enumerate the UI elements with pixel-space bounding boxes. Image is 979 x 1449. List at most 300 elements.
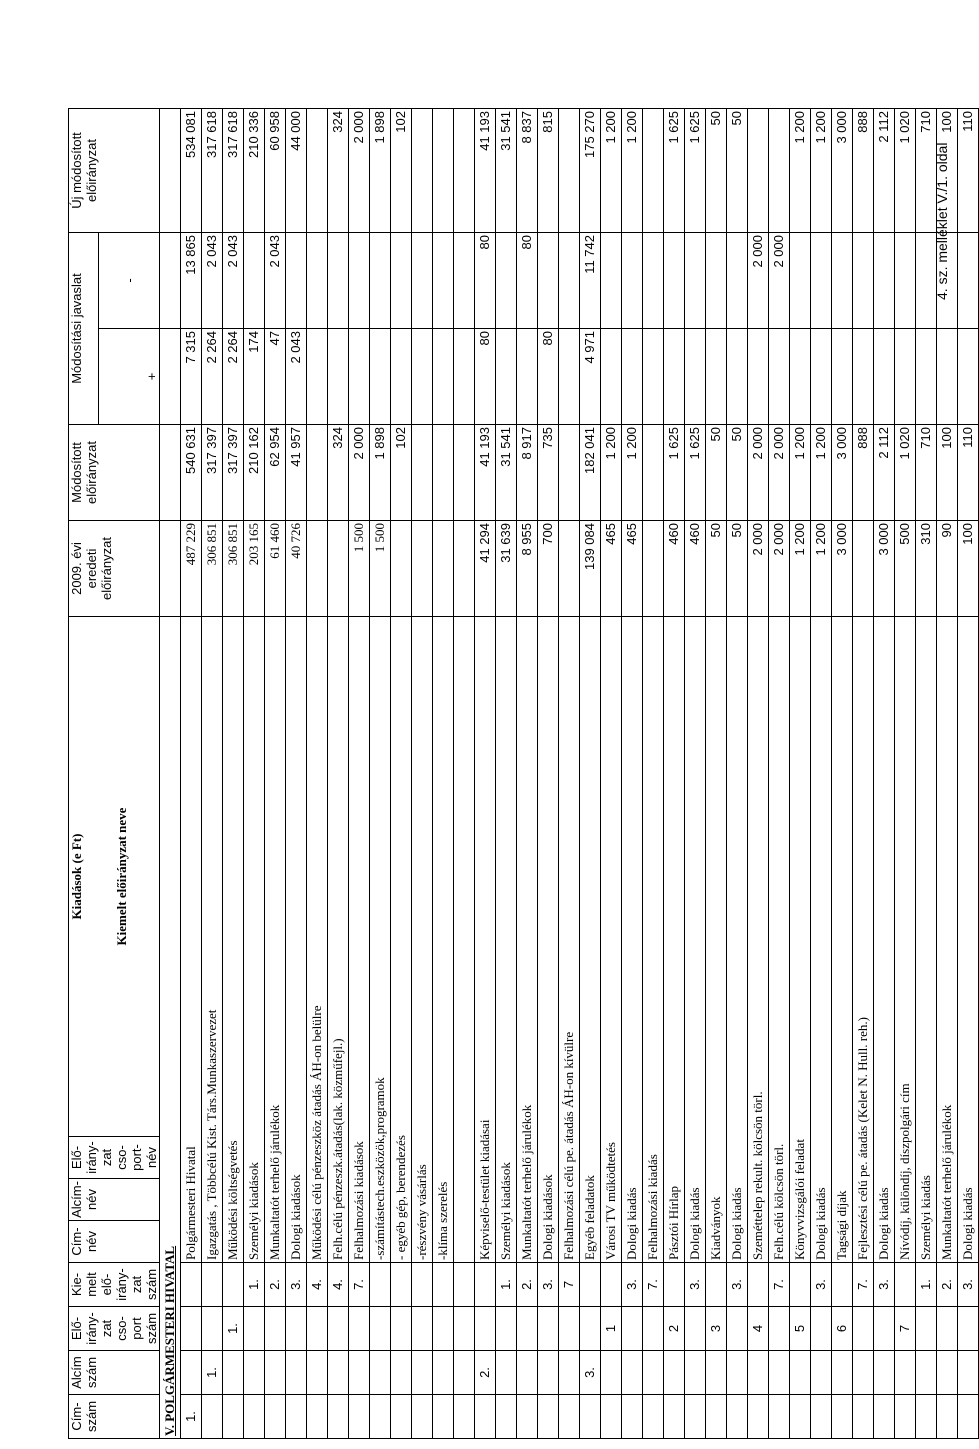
mod-value-cell: 324 [328,425,349,521]
mod-value-cell: 317 397 [223,425,244,521]
minus-value-cell: 2 043 [265,233,286,329]
table-row [769,109,790,1439]
item-name-cell: Dologi kiadás [727,617,748,1263]
orig-value-cell: 465 [622,521,643,617]
alcim-szam-cell [895,1351,916,1395]
csoport-szam-cell [622,1307,643,1351]
cim-szam-cell [412,1395,433,1439]
kiemelt-szam-cell [370,1263,391,1307]
orig-value-cell: 1 200 [811,521,832,617]
table-row [937,109,958,1439]
minus-value-cell [559,233,580,329]
minus-value-cell [496,233,517,329]
item-name-cell: Felh.célú kölcsön törl. [769,617,790,1263]
item-name-cell: Szeméttelep rekult. kölcsön törl. [748,617,769,1263]
orig-value-cell: 2 000 [769,521,790,617]
item-name-cell: -klíma szerelés [433,617,454,1263]
orig-value-cell: 31 639 [496,521,517,617]
minus-value-cell [790,233,811,329]
plus-value-cell [601,329,622,425]
item-name-cell: Képviselő-testület kiadásai [475,617,496,1263]
new-value-cell: 1 200 [622,109,643,233]
item-name-cell: Személyi kiadás [916,617,937,1263]
mod-value-cell: 1 200 [790,425,811,521]
minus-value-cell: 2 043 [223,233,244,329]
plus-value-cell [412,329,433,425]
kiemelt-szam-cell: 3. [685,1263,706,1307]
plus-value-cell [790,329,811,425]
table-row [265,109,286,1439]
new-value-cell: 324 [328,109,349,233]
header-eredeti: 2009. évi eredeti előirányzat [69,521,160,617]
mod-value-cell: 2 000 [769,425,790,521]
kiemelt-szam-cell [748,1263,769,1307]
kiemelt-szam-cell: 4. [307,1263,328,1307]
item-name-cell: Tagsági díjak [832,617,853,1263]
mod-value-cell: 1 020 [895,425,916,521]
mod-value-cell: 710 [916,425,937,521]
mod-value-cell: 1 625 [685,425,706,521]
kiemelt-szam-cell: 3. [811,1263,832,1307]
csoport-szam-cell [685,1307,706,1351]
new-value-cell [433,109,454,233]
mod-value-cell: 1 625 [664,425,685,521]
cim-szam-cell [622,1395,643,1439]
new-value-cell: 2 000 [349,109,370,233]
minus-value-cell [244,233,265,329]
new-value-cell: 710 [916,109,937,233]
mod-value-cell: 2 000 [748,425,769,521]
minus-value-cell [433,233,454,329]
kiemelt-szam-cell [475,1263,496,1307]
alcim-szam-cell [748,1351,769,1395]
orig-value-cell: 3 000 [874,521,895,617]
new-value-cell [307,109,328,233]
alcim-szam-cell [958,1351,979,1395]
kiemelt-szam-cell: 2. [517,1263,538,1307]
csoport-szam-cell [307,1307,328,1351]
orig-value-cell: 8 955 [517,521,538,617]
minus-value-cell: 2 000 [748,233,769,329]
header-minus: - [99,233,160,329]
csoport-szam-cell [412,1307,433,1351]
item-name-cell: -részvény vásárlás [412,617,433,1263]
kiemelt-szam-cell: 3. [286,1263,307,1307]
csoport-szam-cell [853,1307,874,1351]
orig-value-cell: 40 726 [286,521,307,617]
cim-szam-cell [559,1395,580,1439]
minus-value-cell: 11 742 [580,233,601,329]
plus-value-cell [517,329,538,425]
table-row [853,109,874,1439]
table-row [370,109,391,1439]
item-name-cell: Működési költségvetés [223,617,244,1263]
new-value-cell [559,109,580,233]
header-kiemelt-eloiranyzat-neve: Kiemelt előirányzat neve [114,807,129,946]
plus-value-cell [391,329,412,425]
plus-value-cell [349,329,370,425]
csoport-szam-cell [769,1307,790,1351]
mod-value-cell: 2 000 [349,425,370,521]
minus-value-cell [853,233,874,329]
header-uj-modositott: Új módosított előirányzat [69,109,160,233]
alcim-szam-cell [685,1351,706,1395]
plus-value-cell [559,329,580,425]
plus-value-cell [307,329,328,425]
alcim-szam-cell [559,1351,580,1395]
csoport-szam-cell: 3 [706,1307,727,1351]
mod-value-cell: 50 [727,425,748,521]
csoport-szam-cell [496,1307,517,1351]
orig-value-cell: 139 084 [580,521,601,617]
cim-szam-cell: 1. [181,1395,202,1439]
orig-value-cell: 700 [538,521,559,617]
minus-value-cell [622,233,643,329]
mod-value-cell [643,425,664,521]
item-name-cell: Polgármesteri Hivatal [181,617,202,1263]
new-value-cell: 175 270 [580,109,601,233]
cim-szam-cell [895,1395,916,1439]
section-title-row [160,109,181,1439]
plus-value-cell [643,329,664,425]
csoport-szam-cell [370,1307,391,1351]
plus-value-cell [727,329,748,425]
item-name-cell: Munkaltatót terhelő járulékok [517,617,538,1263]
new-value-cell: 1 020 [895,109,916,233]
kiemelt-szam-cell: 3. [622,1263,643,1307]
csoport-szam-cell [328,1307,349,1351]
item-name-cell [454,617,475,1263]
item-name-cell: Nívódíj, különdíj, díszpolgári cím [895,617,916,1263]
cim-szam-cell [769,1395,790,1439]
minus-value-cell: 2 043 [202,233,223,329]
csoport-szam-cell: 7 [895,1307,916,1351]
cim-szam-cell [496,1395,517,1439]
cim-szam-cell [790,1395,811,1439]
minus-value-cell [454,233,475,329]
table-row [727,109,748,1439]
orig-value-cell: 90 [937,521,958,617]
new-value-cell: 31 541 [496,109,517,233]
csoport-szam-cell [244,1307,265,1351]
item-name-cell: Pásztói Hírlap [664,617,685,1263]
new-value-cell: 534 081 [181,109,202,233]
item-name-cell: Igazgatás , Többcélú Kist. Társ.Munkaszervezet [202,617,223,1263]
mod-value-cell: 1 200 [622,425,643,521]
csoport-szam-cell [916,1307,937,1351]
table-row [496,109,517,1439]
cim-szam-cell [853,1395,874,1439]
alcim-szam-cell [391,1351,412,1395]
mod-value-cell: 41 957 [286,425,307,521]
csoport-szam-cell [391,1307,412,1351]
plus-value-cell [937,329,958,425]
item-name-cell: Működési célú pénzeszköz átadás ÁH-on belülre [307,617,328,1263]
kiemelt-szam-cell: 7. [853,1263,874,1307]
orig-value-cell: 100 [958,521,979,617]
cim-szam-cell [958,1395,979,1439]
new-value-cell: 60 958 [265,109,286,233]
alcim-szam-cell [790,1351,811,1395]
table-row [895,109,916,1439]
alcim-szam-cell [916,1351,937,1395]
new-value-cell: 210 336 [244,109,265,233]
csoport-szam-cell [958,1307,979,1351]
table-row [349,109,370,1439]
csoport-szam-cell [454,1307,475,1351]
new-value-cell [748,109,769,233]
item-name-cell: Fejlesztési célú pe. átadás (Kelet N. Hull. reh.) [853,617,874,1263]
orig-value-cell: 203 165 [244,521,265,617]
header-plus: + [99,329,160,425]
kiemelt-szam-cell: 3. [727,1263,748,1307]
cim-szam-cell [265,1395,286,1439]
header-eloiranyzat-csoport-nev: Elő- irány- zat cso- port- név [69,1137,160,1179]
csoport-szam-cell: 5 [790,1307,811,1351]
minus-value-cell [832,233,853,329]
alcim-szam-cell [706,1351,727,1395]
table-row [832,109,853,1439]
orig-value-cell [559,521,580,617]
cim-szam-cell [916,1395,937,1439]
item-name-cell: Könyvvizsgálói feladat [790,617,811,1263]
kiemelt-szam-cell: 7. [769,1263,790,1307]
kiemelt-szam-cell [412,1263,433,1307]
plus-value-cell [454,329,475,425]
alcim-szam-cell [538,1351,559,1395]
table-row [874,109,895,1439]
plus-value-cell [748,329,769,425]
new-value-cell: 41 193 [475,109,496,233]
plus-value-cell [895,329,916,425]
kiemelt-szam-cell: 3. [538,1263,559,1307]
kiemelt-szam-cell [202,1263,223,1307]
new-value-cell: 100 [937,109,958,233]
orig-value-cell: 460 [685,521,706,617]
cim-szam-cell [706,1395,727,1439]
plus-value-cell: 47 [265,329,286,425]
kiemelt-szam-cell: 2. [265,1263,286,1307]
alcim-szam-cell [244,1351,265,1395]
item-name-cell: Munkaltatót terhelő járulékok [937,617,958,1263]
plus-value-cell [706,329,727,425]
orig-value-cell: 306 851 [202,521,223,617]
new-value-cell: 1 200 [790,109,811,233]
kiemelt-szam-cell [433,1263,454,1307]
item-name-cell: Személyi kiadások [496,617,517,1263]
plus-value-cell [622,329,643,425]
kiemelt-szam-cell [832,1263,853,1307]
minus-value-cell: 80 [475,233,496,329]
mod-value-cell: 8 917 [517,425,538,521]
csoport-szam-cell [937,1307,958,1351]
kiemelt-szam-cell: 1. [496,1263,517,1307]
minus-value-cell: 2 000 [769,233,790,329]
mod-value-cell: 888 [853,425,874,521]
minus-value-cell [937,233,958,329]
table-row [790,109,811,1439]
orig-value-cell [328,521,349,617]
csoport-szam-cell: 1. [223,1307,244,1351]
alcim-szam-cell [811,1351,832,1395]
mod-value-cell: 100 [937,425,958,521]
table-row [244,109,265,1439]
kiemelt-szam-cell: 1. [916,1263,937,1307]
item-name-cell: Kiadványok [706,617,727,1263]
kiemelt-szam-cell: 7. [643,1263,664,1307]
cim-szam-cell [286,1395,307,1439]
cim-szam-cell [601,1395,622,1439]
orig-value-cell [853,521,874,617]
item-name-cell: Dologi kiadás [811,617,832,1263]
orig-value-cell [454,521,475,617]
csoport-szam-cell [874,1307,895,1351]
new-value-cell: 1 625 [664,109,685,233]
cim-szam-cell [454,1395,475,1439]
alcim-szam-cell [265,1351,286,1395]
table-row [391,109,412,1439]
cim-szam-cell [475,1395,496,1439]
plus-value-cell: 2 264 [223,329,244,425]
minus-value-cell [412,233,433,329]
csoport-szam-cell [538,1307,559,1351]
new-value-cell: 317 618 [202,109,223,233]
mod-value-cell: 210 162 [244,425,265,521]
item-name-cell: Személyi kiadások [244,617,265,1263]
orig-value-cell: 3 000 [832,521,853,617]
csoport-szam-cell: 1 [601,1307,622,1351]
kiemelt-szam-cell: 1. [244,1263,265,1307]
plus-value-cell: 2 043 [286,329,307,425]
kiemelt-szam-cell [664,1263,685,1307]
plus-value-cell [958,329,979,425]
orig-value-cell: 2 000 [748,521,769,617]
table-row [181,109,202,1439]
table-row [202,109,223,1439]
minus-value-cell [958,233,979,329]
kiemelt-szam-cell [454,1263,475,1307]
alcim-szam-cell [664,1351,685,1395]
table-row [223,109,244,1439]
plus-value-cell [769,329,790,425]
new-value-cell: 50 [727,109,748,233]
cim-szam-cell [202,1395,223,1439]
minus-value-cell: 80 [517,233,538,329]
plus-value-cell [370,329,391,425]
item-name-cell: Dologi kiadások [286,617,307,1263]
kiemelt-szam-cell [181,1263,202,1307]
orig-value-cell [307,521,328,617]
cim-szam-cell [748,1395,769,1439]
table-row [538,109,559,1439]
kiemelt-szam-cell [223,1263,244,1307]
plus-value-cell: 80 [475,329,496,425]
alcim-szam-cell [412,1351,433,1395]
kiemelt-szam-cell [580,1263,601,1307]
minus-value-cell [349,233,370,329]
header-cim-szam: Cím- szám [69,1395,160,1439]
section-title: V. POLGÁRMESTERI HIVATAL [160,617,181,1439]
mod-value-cell: 110 [958,425,979,521]
minus-value-cell [391,233,412,329]
csoport-szam-cell [517,1307,538,1351]
orig-value-cell: 61 460 [265,521,286,617]
new-value-cell: 110 [958,109,979,233]
alcim-szam-cell [937,1351,958,1395]
mod-value-cell: 182 041 [580,425,601,521]
kiemelt-szam-cell [790,1263,811,1307]
table-row [643,109,664,1439]
minus-value-cell [874,233,895,329]
cim-szam-cell [538,1395,559,1439]
minus-value-cell [286,233,307,329]
csoport-szam-cell [181,1307,202,1351]
csoport-szam-cell [286,1307,307,1351]
alcim-szam-cell [832,1351,853,1395]
cim-szam-cell [349,1395,370,1439]
table-row [475,109,496,1439]
item-name-cell: Felh.célú pénzeszk.átadás(lak. közműfejl.) [328,617,349,1263]
minus-value-cell [916,233,937,329]
table-row [286,109,307,1439]
cim-szam-cell [370,1395,391,1439]
mod-value-cell: 3 000 [832,425,853,521]
orig-value-cell: 465 [601,521,622,617]
table-row [601,109,622,1439]
alcim-szam-cell [328,1351,349,1395]
csoport-szam-cell [433,1307,454,1351]
new-value-cell [412,109,433,233]
table-row [454,109,475,1439]
kiemelt-szam-cell [391,1263,412,1307]
plus-value-cell [433,329,454,425]
table-row [412,109,433,1439]
alcim-szam-cell [454,1351,475,1395]
mod-value-cell: 1 200 [601,425,622,521]
csoport-szam-cell [643,1307,664,1351]
mod-value-cell [307,425,328,521]
item-name-cell: Munkaltatót terhelő járulékok [265,617,286,1263]
table-row [706,109,727,1439]
orig-value-cell [391,521,412,617]
cim-szam-cell [832,1395,853,1439]
csoport-szam-cell [580,1307,601,1351]
plus-value-cell [685,329,706,425]
plus-value-cell [916,329,937,425]
table-row [328,109,349,1439]
mod-value-cell: 50 [706,425,727,521]
csoport-szam-cell [811,1307,832,1351]
table-row [664,109,685,1439]
new-value-cell [769,109,790,233]
cim-szam-cell [727,1395,748,1439]
header-alcim-szam: Alcím szám [69,1351,160,1395]
alcim-szam-cell [853,1351,874,1395]
cim-szam-cell [391,1395,412,1439]
alcim-szam-cell [727,1351,748,1395]
new-value-cell: 1 898 [370,109,391,233]
mod-value-cell [412,425,433,521]
header-modositott: Módosított előirányzat [69,425,160,521]
alcim-szam-cell: 1. [202,1351,223,1395]
table-row [958,109,979,1439]
csoport-szam-cell [475,1307,496,1351]
kiemelt-szam-cell: 4. [328,1263,349,1307]
cim-szam-cell [874,1395,895,1439]
cim-szam-cell [328,1395,349,1439]
orig-value-cell: 500 [895,521,916,617]
plus-value-cell: 174 [244,329,265,425]
